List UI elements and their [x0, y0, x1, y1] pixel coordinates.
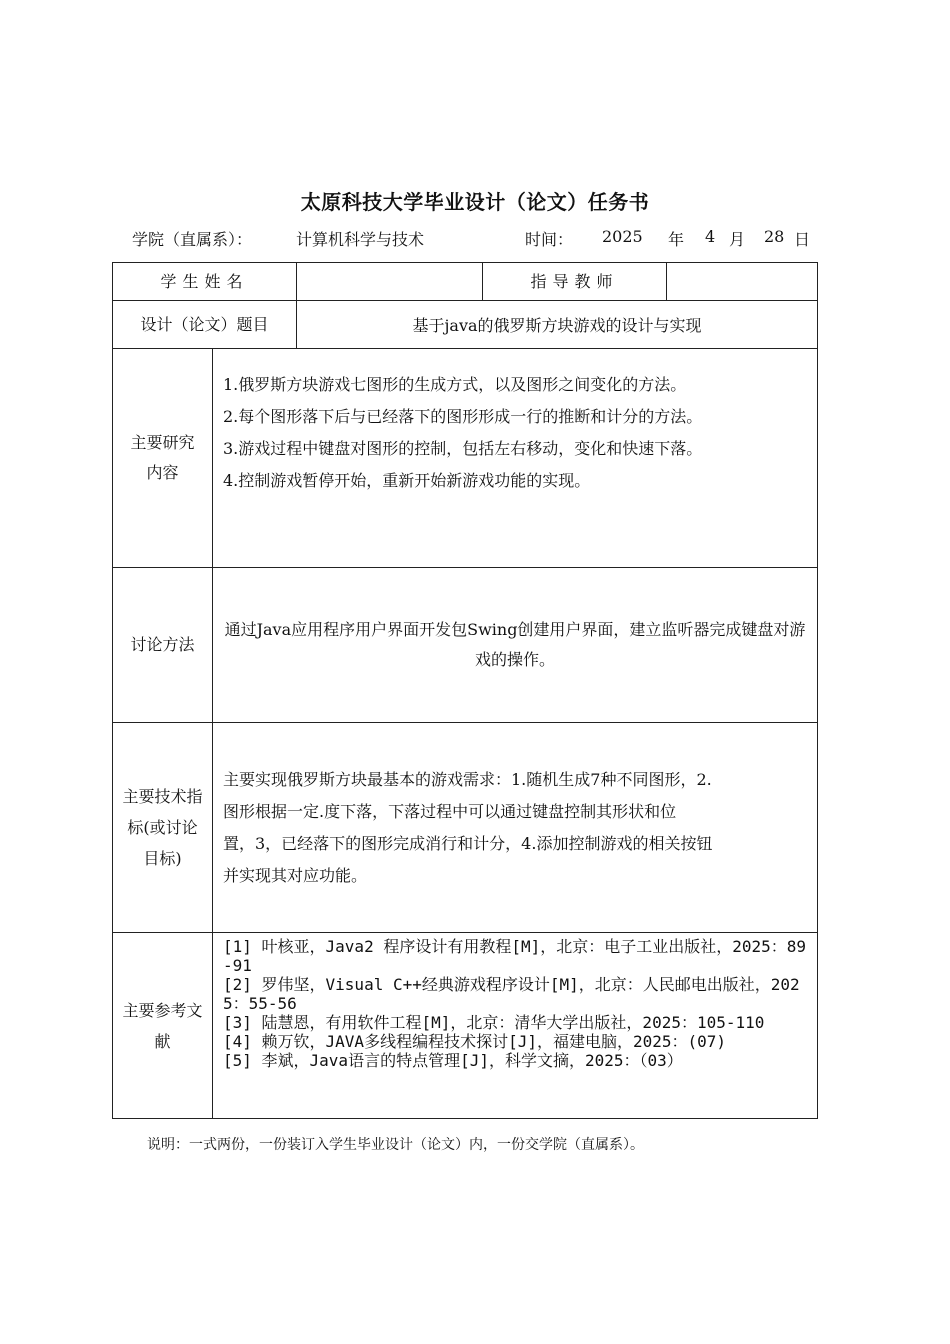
refs-content	[213, 933, 818, 1119]
time-month: 4	[705, 227, 716, 246]
indicator-content	[213, 723, 818, 933]
indicator-line: 置，3，已经落下的图形完成消行和计分，4.添加控制游戏的相关按钮	[223, 833, 713, 853]
meta-line	[132, 227, 822, 249]
research-content	[213, 349, 818, 568]
topic-label: 设计（论文）题目	[113, 301, 297, 349]
reference-item: [2] 罗伟坚，Visual C++经典游戏程序设计[M]，北京：人民邮电出版社，2025：55-56	[223, 975, 800, 1013]
footnote: 说明：一式两份，一份装订入学生毕业设计（论文）内，一份交学院（直属系）。	[147, 1137, 644, 1153]
research-item: 4.控制游戏暂停开始，重新开始新游戏功能的实现。	[223, 471, 591, 490]
indicator-label	[113, 723, 213, 933]
indicator-line: 主要实现俄罗斯方块最基本的游戏需求：1.随机生成7种不同图形，2.	[223, 769, 712, 789]
indicator-line: 并实现其对应功能。	[223, 865, 368, 885]
research-item: 1.俄罗斯方块游戏七图形的生成方式，以及图形之间变化的方法。	[223, 375, 687, 394]
student-name-label: 学生姓名	[113, 263, 297, 301]
reference-item: [4] 赖万钦，JAVA多线程编程技术探讨[J]，福建电脑，2025：(07)	[223, 1032, 727, 1051]
time-year-unit: 年	[668, 230, 685, 249]
time-day-unit: 日	[794, 230, 811, 249]
research-label	[113, 349, 213, 568]
advisor-label: 指导教师	[483, 263, 667, 301]
time-day: 28	[764, 227, 785, 246]
document-title: 太原科技大学毕业设计（论文）任务书	[300, 190, 650, 214]
topic-value: 基于java的俄罗斯方块游戏的设计与实现	[297, 301, 818, 349]
reference-item: [5] 李斌，Java语言的特点管理[J]，科学文摘，2025：（03）	[223, 1051, 683, 1070]
reference-item: [1] 叶核亚，Java2 程序设计有用教程[M]，北京：电子工业出版社，2025：89-91	[223, 937, 807, 975]
time-label: 时间：	[525, 230, 574, 249]
college-value: 计算机科学与技术	[296, 230, 425, 249]
research-item: 3.游戏过程中键盘对图形的控制，包括左右移动，变化和快速下落。	[223, 439, 703, 458]
advisor-value	[667, 263, 818, 301]
method-label: 讨论方法	[113, 568, 213, 723]
indicator-label-text: 主要技术指标(或讨论目标)	[122, 787, 203, 868]
indicator-line: 图形根据一定.度下落，下落过程中可以通过键盘控制其形状和位	[223, 801, 677, 821]
time-year: 2025	[602, 227, 643, 246]
research-item: 2.每个图形落下后与已经落下的图形形成一行的推断和计分的方法。	[223, 407, 703, 426]
reference-item: [3] 陆慧恩，有用软件工程[M]，北京：清华大学出版社，2025：105-110	[223, 1013, 765, 1032]
refs-label-text: 主要参考文献	[122, 1000, 203, 1051]
task-table	[112, 262, 818, 1119]
method-text: 通过Java应用程序用户界面开发包Swing创建用户界面，建立监听器完成键盘对游戏的操作。	[213, 568, 818, 723]
time-month-unit: 月	[729, 230, 746, 249]
refs-label	[113, 933, 213, 1119]
student-name-value	[297, 263, 483, 301]
college-label: 学院（直属系）：	[132, 230, 253, 249]
research-label-text: 主要研究内容	[130, 433, 195, 482]
